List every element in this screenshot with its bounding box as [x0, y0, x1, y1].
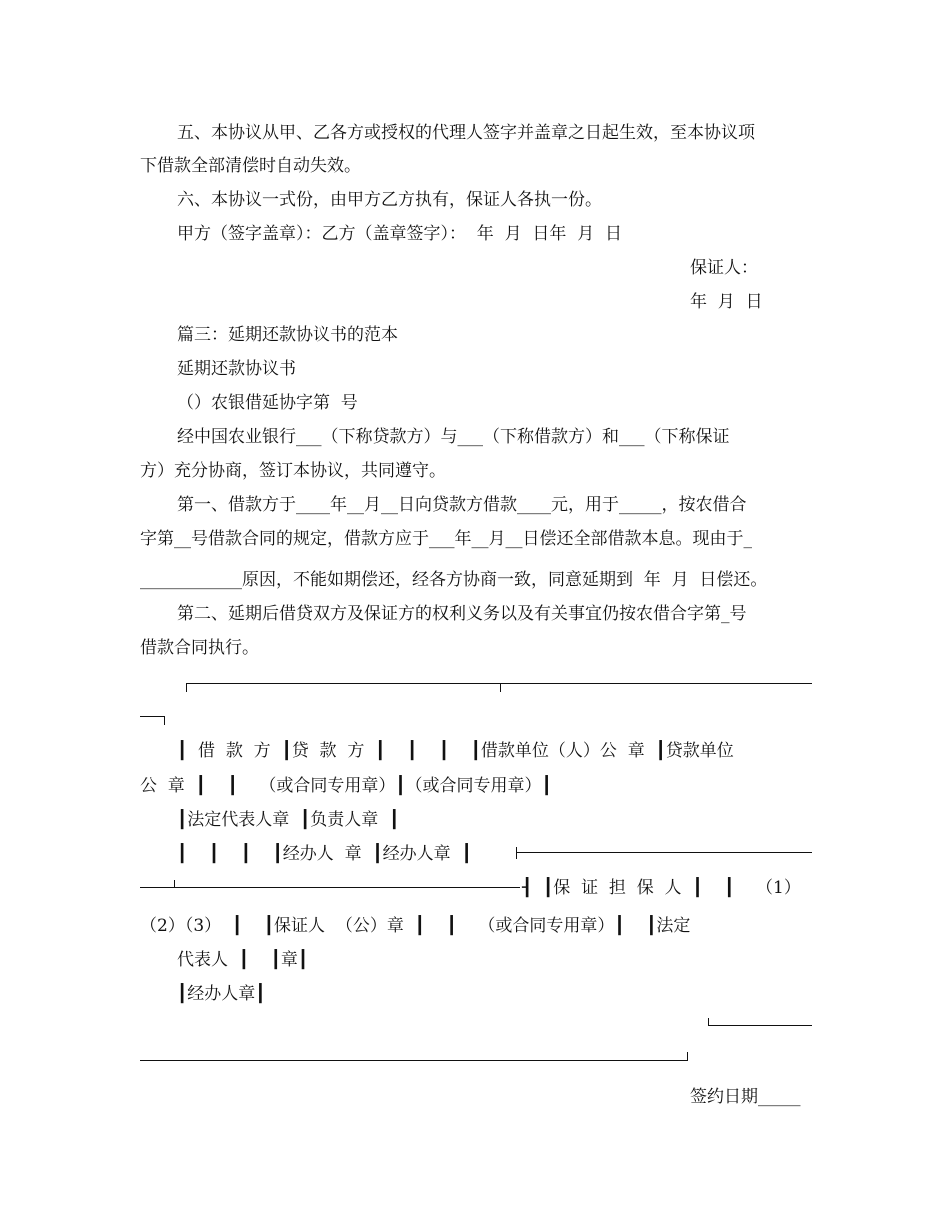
table-divider-tick: [500, 683, 501, 692]
table-row-handler-guarantor: ┃经办人章┃: [177, 984, 266, 1004]
table-row-representative: ┃法定代表人章 ┃负责人章 ┃: [177, 810, 400, 830]
table-middle-tick-left: [174, 880, 175, 888]
table-corner-tick-right: [164, 716, 165, 725]
guarantor-label: 保证人：: [690, 258, 758, 278]
table-bottom-tick-right: [687, 1052, 688, 1061]
agreement-title: 延期还款协议书: [177, 359, 296, 379]
article-two-line-1: 第二、延期后借贷双方及保证方的权利义务以及有关事宜仍按农借合字第_号: [177, 604, 747, 624]
table-row-handler: ┃ ┃ ┃ ┃经办人 章 ┃经办人章 ┃: [177, 844, 472, 864]
table-middle-tick: [516, 847, 517, 859]
preamble-line-1: 经中国农业银行___（下称贷款方）与___（下称借款方）和___（下称保证: [177, 427, 730, 447]
table-bottom-rule-continued: [140, 1060, 688, 1061]
table-top-rule-continued: [140, 716, 165, 717]
table-row-representative-guarantor: 代表人 ┃ ┃章┃: [177, 950, 309, 970]
table-corner-tick: [186, 683, 187, 692]
table-header-row-continued: 公 章 ┃ ┃ （或合同专用章）┃（或合同专用章）┃: [140, 776, 552, 796]
clause-five-line-1: 五、本协议从甲、乙各方或授权的代理人签字并盖章之日起生效，至本协议项: [177, 123, 755, 143]
section-heading: 篇三：延期还款协议书的范本: [177, 325, 398, 345]
table-bottom-rule: [708, 1025, 812, 1026]
table-header-row: ┃ 借 款 方 ┃贷 款 方 ┃ ┃ ┃ ┃借款单位（人）公 章 ┃贷款单位: [177, 741, 734, 761]
preamble-line-2: 方）充分协商，签订本协议，共同遵守。: [140, 461, 446, 481]
table-top-rule: [186, 683, 812, 684]
clause-five-line-2: 下借款全部清偿时自动失效。: [140, 156, 361, 176]
article-one-line-1: 第一、借款方于____年__月__日向贷款方借款____元，用于_____，按农借合: [177, 495, 747, 515]
signature-line-parties: 甲方（签字盖章）：乙方（盖章签字）： 年 月 日年 月 日: [177, 224, 623, 244]
table-middle-rule: [516, 852, 812, 853]
clause-six: 六、本协议一式份，由甲方乙方执有，保证人各执一份。: [177, 190, 602, 210]
article-one-line-2: 字第__号借款合同的规定，借款方应于___年__月__日偿还全部借款本息。现由于_: [140, 529, 752, 549]
article-one-line-3: ____________原因，不能如期偿还，经各方协商一致，同意延期到 年 月 日偿还。: [140, 570, 768, 590]
table-row-guarantor-continued: （2）（3） ┃ ┃保证人 （公）章 ┃ ┃ （或合同专用章）┃ ┃法定: [140, 916, 691, 936]
table-middle-rule-continued: [140, 887, 520, 888]
article-two-line-2: 借款合同执行。: [140, 638, 259, 658]
table-row-guarantor: ┨ ┃保 证 担 保 人 ┃ ┃ （1）: [522, 878, 801, 898]
agreement-number: （）农银借延协字第 号: [177, 393, 358, 413]
signing-date: 签约日期_____: [690, 1087, 801, 1107]
guarantor-date: 年 月 日: [690, 292, 763, 312]
